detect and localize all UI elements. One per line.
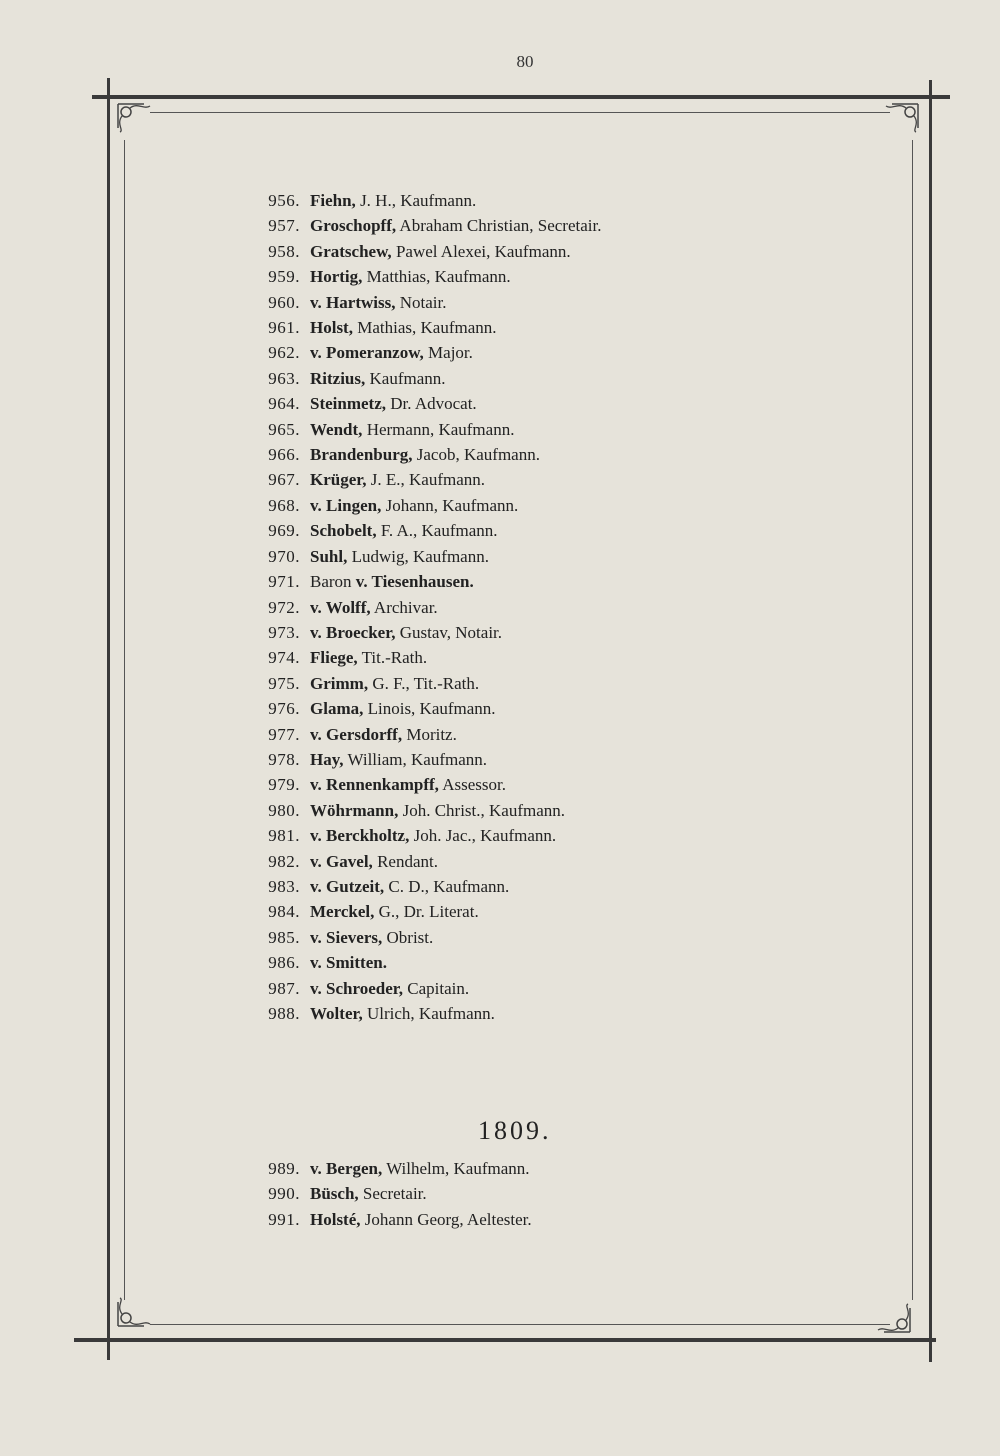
entry-number: 959. (268, 267, 300, 287)
list-item (230, 569, 750, 594)
entry-number: 966. (268, 445, 300, 465)
entry-number: 991. (268, 1209, 300, 1229)
list-item (230, 645, 750, 670)
inner-left-rule (124, 140, 125, 1300)
entry-surname: Hay, (310, 749, 344, 769)
entry-number: 965. (268, 419, 300, 439)
entry-list-1809 (230, 1156, 750, 1232)
entry-surname: v. Broecker, (310, 622, 396, 642)
entry-details: F. A., Kaufmann. (376, 521, 498, 541)
entry-details: Dr. Advocat. (386, 394, 477, 414)
entry-details: Archivar. (370, 597, 438, 617)
list-item (230, 595, 750, 620)
entry-number: 981. (268, 826, 300, 846)
entry-details: Mathias, Kaufmann. (352, 318, 497, 338)
list-item (230, 391, 750, 416)
entry-surname: v. Smitten. (310, 953, 387, 973)
frame-top-rule (92, 95, 950, 99)
entry-number: 986. (268, 953, 300, 973)
entry-details: Joh. Jac., Kaufmann. (409, 826, 557, 846)
corner-ornament-top-left-icon (114, 100, 156, 134)
entry-details: Johann, Kaufmann. (381, 495, 519, 515)
entry-number: 974. (268, 648, 300, 668)
entry-details: Johann Georg, Aeltester. (360, 1209, 532, 1229)
list-item (230, 747, 750, 772)
list-item (230, 544, 750, 569)
list-item (230, 798, 750, 823)
list-item (230, 772, 750, 797)
entry-details: Jacob, Kaufmann. (412, 445, 540, 465)
entry-details: Secretair. (358, 1184, 427, 1204)
list-item (230, 493, 750, 518)
entry-details: Ludwig, Kaufmann. (347, 546, 489, 566)
entry-details: Assessor. (438, 775, 507, 795)
entry-details: J. H., Kaufmann. (355, 191, 477, 210)
list-item (230, 264, 750, 289)
inner-top-rule (150, 112, 890, 113)
inner-bottom-rule (150, 1324, 890, 1325)
entry-details: Pawel Alexei, Kaufmann. (391, 241, 571, 261)
list-item (230, 340, 750, 365)
frame-bottom-rule (74, 1338, 936, 1342)
entry-surname: Suhl, (310, 546, 348, 566)
entry-details: C. D., Kaufmann. (384, 876, 510, 896)
entry-details: Tit.-Rath. (357, 648, 428, 668)
entry-surname: Wöhrmann, (310, 800, 399, 820)
entry-surname: v. Lingen, (310, 495, 382, 515)
entry-number: 973. (268, 622, 300, 642)
list-item (230, 1001, 750, 1026)
entry-surname: v. Gersdorff, (310, 724, 403, 744)
entry-surname: v. Schroeder, (310, 978, 404, 998)
entry-details: Joh. Christ., Kaufmann. (398, 800, 566, 820)
page-number: 80 (516, 52, 534, 71)
entry-number: 972. (268, 597, 300, 617)
entry-details: Moritz. (402, 724, 457, 744)
entry-surname: Brandenburg, (310, 445, 413, 465)
list-item (230, 874, 750, 899)
entry-details: Kaufmann. (365, 368, 446, 388)
list-item (230, 442, 750, 467)
entry-details: G., Dr. Literat. (374, 902, 479, 922)
list-item (230, 950, 750, 975)
entry-surname: v. Gavel, (310, 851, 373, 871)
entry-number: 978. (268, 749, 300, 769)
entry-details: J. E., Kaufmann. (366, 470, 486, 490)
entry-surname: Krüger, (310, 470, 367, 490)
list-item (230, 518, 750, 543)
entry-number: 980. (268, 800, 300, 820)
list-item (230, 1207, 750, 1232)
entry-details: Major. (423, 343, 473, 363)
entry-number: 979. (268, 775, 300, 795)
list-item (230, 722, 750, 747)
entry-number: 984. (268, 902, 300, 922)
entry-number: 969. (268, 521, 300, 541)
entry-surname: Merckel, (310, 902, 375, 922)
entry-details: Hermann, Kaufmann. (362, 419, 515, 439)
entry-surname: v. Sievers, (310, 927, 383, 947)
entry-surname: Büsch, (310, 1184, 359, 1204)
entry-surname: Ritzius, (310, 368, 366, 388)
list-item (230, 1181, 750, 1206)
entry-surname: Grimm, (310, 673, 369, 693)
list-item (230, 467, 750, 492)
entry-surname: v. Wolff, (310, 597, 371, 617)
entry-surname: Hortig, (310, 267, 363, 287)
list-item (230, 315, 750, 340)
entry-number: 970. (268, 546, 300, 566)
entry-surname: Groschopff, (310, 216, 397, 236)
entry-details: Ulrich, Kaufmann. (362, 1004, 495, 1023)
entry-number: 960. (268, 292, 300, 312)
entry-details: Notair. (395, 292, 447, 312)
list-item (230, 1156, 750, 1181)
inner-right-rule (912, 140, 913, 1300)
entry-surname: Steinmetz, (310, 394, 387, 414)
frame-left-rule (107, 78, 110, 1360)
entry-number: 982. (268, 851, 300, 871)
entry-number: 968. (268, 495, 300, 515)
entry-number: 985. (268, 927, 300, 947)
entry-number: 971. (268, 572, 300, 592)
list-item (230, 823, 750, 848)
entry-surname: v. Pomeranzow, (310, 343, 424, 363)
entry-list-1808 (230, 188, 750, 1026)
entry-surname: Fliege, (310, 648, 358, 668)
entry-surname: Gratschew, (310, 241, 392, 261)
list-item (230, 417, 750, 442)
entry-surname: Wendt, (310, 419, 363, 439)
frame-right-rule (929, 80, 932, 1362)
entry-surname: v. Gutzeit, (310, 876, 385, 896)
entry-number: 977. (268, 724, 300, 744)
entry-details: Wilhelm, Kaufmann. (382, 1159, 530, 1178)
entry-details: Abraham Christian, Secretair. (396, 216, 602, 236)
corner-ornament-bottom-right-icon (872, 1302, 914, 1336)
entry-surname: Holst, (310, 318, 353, 338)
entry-details: Obrist. (382, 927, 434, 947)
list-item (230, 620, 750, 645)
list-item (230, 213, 750, 238)
entry-number: 975. (268, 673, 300, 693)
list-item (230, 696, 750, 721)
entry-details: Rendant. (372, 851, 438, 871)
entry-surname: Glama, (310, 699, 364, 719)
entry-number: 987. (268, 978, 300, 998)
entry-surname: Holsté, (310, 1209, 361, 1229)
entry-surname: Wolter, (310, 1004, 363, 1023)
list-item (230, 849, 750, 874)
entry-surname: v. Hartwiss, (310, 292, 396, 312)
entry-number: 961. (268, 318, 300, 338)
entry-number: 962. (268, 343, 300, 363)
list-item (230, 925, 750, 950)
entry-surname: v. Tiesenhausen. (355, 572, 474, 592)
entry-details: William, Kaufmann. (343, 749, 488, 769)
entry-number: 957. (268, 216, 300, 236)
corner-ornament-bottom-left-icon (114, 1296, 156, 1330)
entry-surname: Schobelt, (310, 521, 377, 541)
entry-details: Linois, Kaufmann. (363, 699, 496, 719)
list-item (230, 366, 750, 391)
entry-details: Gustav, Notair. (395, 622, 503, 642)
entry-title-prefix: Baron (310, 572, 356, 592)
entry-number: 983. (268, 876, 300, 896)
entry-surname: Fiehn, (310, 191, 356, 210)
entry-details: Matthias, Kaufmann. (362, 267, 511, 287)
entry-number: 990. (268, 1184, 300, 1204)
entry-number: 988. (268, 1004, 300, 1023)
list-item (230, 188, 750, 213)
corner-ornament-top-right-icon (880, 100, 922, 134)
entry-surname: v. Berckholtz, (310, 826, 410, 846)
year-heading: 1809. (478, 1116, 552, 1145)
entry-number: 967. (268, 470, 300, 490)
entry-number: 956. (268, 191, 300, 210)
list-item (230, 290, 750, 315)
list-item (230, 671, 750, 696)
entry-details: G. F., Tit.-Rath. (368, 673, 480, 693)
list-item (230, 976, 750, 1001)
entry-number: 964. (268, 394, 300, 414)
entry-surname: v. Bergen, (310, 1159, 383, 1178)
entry-number: 958. (268, 241, 300, 261)
entry-number: 976. (268, 699, 300, 719)
entry-surname: v. Rennenkampff, (310, 775, 439, 795)
list-item (230, 239, 750, 264)
entry-number: 963. (268, 368, 300, 388)
entry-details: Capitain. (403, 978, 470, 998)
entry-number: 989. (268, 1159, 300, 1178)
list-item (230, 899, 750, 924)
